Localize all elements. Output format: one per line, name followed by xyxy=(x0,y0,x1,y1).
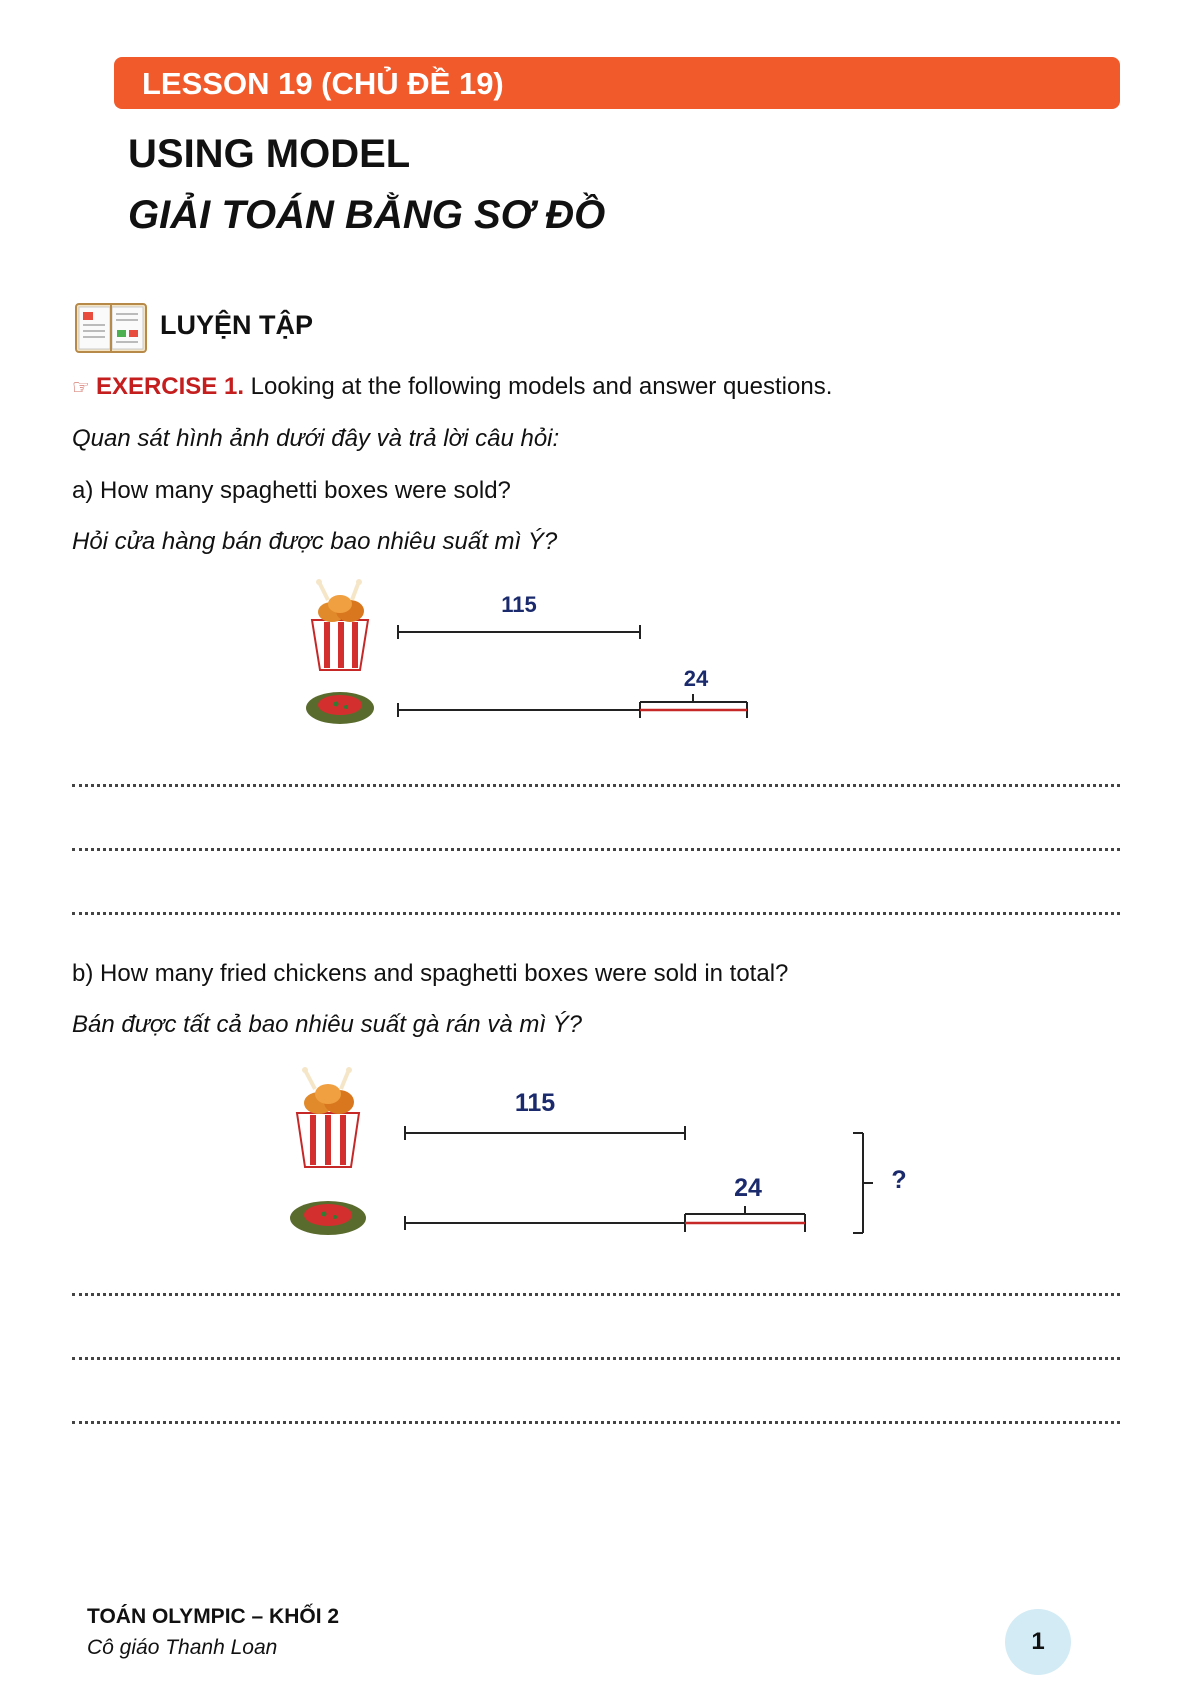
page-title: USING MODEL xyxy=(128,132,411,176)
fried-chicken-icon xyxy=(312,579,368,670)
answer-line[interactable] xyxy=(72,784,1120,787)
question-a: a) How many spaghetti boxes were sold? xyxy=(72,477,511,504)
open-book-icon xyxy=(74,300,148,356)
exercise-label: EXERCISE 1. xyxy=(95,373,244,400)
lesson-banner xyxy=(114,57,1120,109)
total-unknown-label: ? xyxy=(891,1166,907,1194)
top-bar-value: 115 xyxy=(501,592,537,617)
page-title-vi: GIẢI TOÁN BẰNG SƠ ĐỒ xyxy=(128,193,606,237)
spaghetti-plate-icon xyxy=(306,692,374,724)
extra-segment-value: 24 xyxy=(734,1174,762,1202)
answer-line[interactable] xyxy=(72,848,1120,851)
extra-segment-value: 24 xyxy=(683,666,709,691)
answer-line[interactable] xyxy=(72,1357,1120,1360)
model-diagram-a xyxy=(300,578,780,738)
model-diagram-b xyxy=(285,1065,925,1245)
footer-teacher: Cô giáo Thanh Loan xyxy=(87,1636,278,1659)
footer-course: TOÁN OLYMPIC – KHỐI 2 xyxy=(87,1605,340,1628)
question-b: b) How many fried chickens and spaghetti boxes were sold in total? xyxy=(72,960,789,987)
answer-line[interactable] xyxy=(72,1421,1120,1424)
pointing-hand-icon: ☞ xyxy=(72,377,90,399)
top-bar-value: 115 xyxy=(514,1089,556,1117)
exercise-text-vi: Quan sát hình ảnh dưới đây và trả lời câu hỏi: xyxy=(72,425,560,452)
answer-line[interactable] xyxy=(72,1293,1120,1296)
page-number: 1 xyxy=(1005,1609,1071,1675)
answer-line[interactable] xyxy=(72,912,1120,915)
question-b-vi: Bán được tất cả bao nhiêu suất gà rán và mì Ý? xyxy=(72,1011,583,1038)
total-brace xyxy=(853,1133,873,1233)
exercise-text: Looking at the following models and answer questions. xyxy=(244,373,833,400)
section-title: LUYỆN TẬP xyxy=(160,310,314,340)
fried-chicken-icon xyxy=(297,1067,359,1167)
question-a-vi: Hỏi cửa hàng bán được bao nhiêu suất mì Ý? xyxy=(72,528,558,555)
exercise-heading xyxy=(72,373,832,401)
spaghetti-plate-icon xyxy=(290,1201,366,1235)
lesson-title: LESSON 19 (CHỦ ĐỀ 19) xyxy=(142,66,504,101)
